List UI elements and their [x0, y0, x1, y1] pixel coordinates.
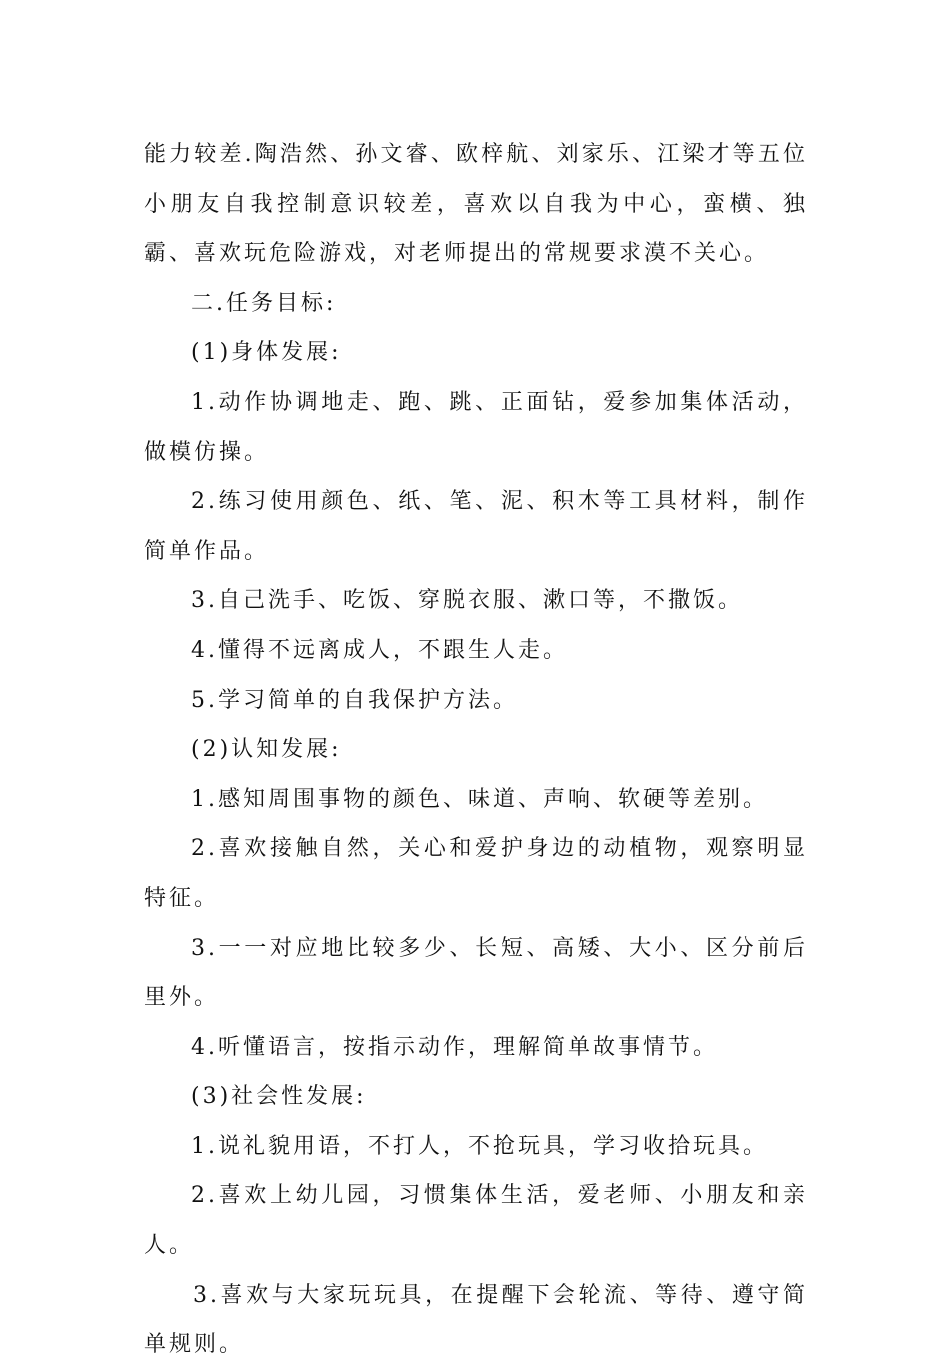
- list-item-physical-3: 3.自己洗手、吃饭、穿脱衣服、漱口等，不撒饭。: [191, 588, 743, 614]
- document-body: [144, 130, 808, 1370]
- list-item-cognitive-3: 3.一一对应地比较多少、长短、高矮、大小、区分前后里外。: [144, 935, 808, 1011]
- list-item-physical-2: 2.练习使用颜色、纸、笔、泥、积木等工具材料，制作简单作品。: [144, 489, 808, 564]
- subsection-heading-cognitive: (2)认知发展:: [191, 737, 342, 763]
- list-item-cognitive-4: 4.听懂语言，按指示动作，理解简单故事情节。: [191, 1034, 718, 1060]
- list-item-physical-4: 4.懂得不远离成人，不跟生人走。: [191, 637, 568, 663]
- list-item-social-3: 3.喜欢与大家玩玩具，在提醒下会轮流、等待、遵守简单规则。: [144, 1282, 808, 1358]
- subsection-heading-physical: (1)身体发展:: [191, 340, 342, 366]
- section-heading-task-goals: 二.任务目标:: [191, 290, 337, 316]
- list-item-physical-1: 1.动作协调地走、跑、跳、正面钻，爱参加集体活动，做模仿操。: [144, 389, 808, 465]
- list-item-cognitive-2: 2.喜欢接触自然，关心和爱护身边的动植物，观察明显特征。: [144, 836, 808, 911]
- list-item-social-1: 1.说礼貌用语，不打人，不抢玩具，学习收拾玩具。: [191, 1133, 768, 1159]
- list-item-cognitive-1: 1.感知周围事物的颜色、味道、声响、软硬等差别。: [191, 786, 768, 812]
- list-item-social-2: 2.喜欢上幼儿园，习惯集体生活，爱老师、小朋友和亲人。: [144, 1183, 808, 1259]
- list-item-physical-5: 5.学习简单的自我保护方法。: [191, 687, 518, 713]
- paragraph-continuation: 能力较差.陶浩然、孙文睿、欧梓航、刘家乐、江梁才等五位小朋友自我控制意识较差，喜欢以自我为中心，蛮横、独霸、喜欢玩危险游戏，对老师提出的常规要求漠不关心。: [144, 142, 808, 267]
- subsection-heading-social: (3)社会性发展:: [191, 1084, 367, 1110]
